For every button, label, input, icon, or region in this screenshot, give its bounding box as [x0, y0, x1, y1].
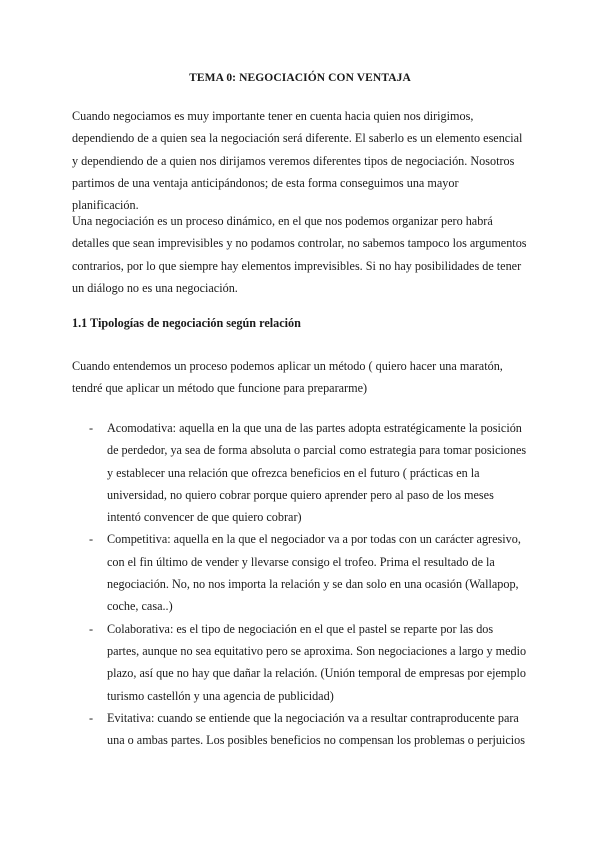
- list-item-colaborativa: [72, 618, 528, 707]
- typology-list: [72, 417, 528, 751]
- section-heading: 1.1 Tipologías de negociación según relación: [72, 316, 301, 330]
- document-title: TEMA 0: NEGOCIACIÓN CON VENTAJA: [189, 72, 411, 84]
- list-item-acomodativa: [72, 417, 528, 528]
- list-item-evitativa: [72, 707, 528, 752]
- bullet-dash: -: [89, 710, 94, 725]
- list-item-text: Acomodativa: aquella en la que una de las partes adopta estratégicamente la posición de perdedor, ya sea de forma absoluta o parcial como estrategia para tomar posiciones y establecer una relación que ofrezca beneficios en el futuro ( prácticas en la universidad, no quiero cobrar porque quiero aprender pero al paso de los meses intentó convencer de que quiero cobrar): [107, 421, 527, 525]
- paragraph-intro: Cuando negociamos es muy importante tener en cuenta hacia quien nos dirigimos, dependiendo de a quien sea la negociación será diferente. El saberlo es un elemento esencial y dependiendo de a quien nos dirijamos veremos diferentes tipos de negociación. Nosotros partimos de una ventaja anticipándonos; de esta forma conseguimos una mayor planificación.: [72, 109, 523, 213]
- bullet-dash: -: [89, 532, 94, 547]
- list-item-competitiva: [72, 528, 528, 617]
- bullet-dash: -: [89, 621, 94, 636]
- list-item-text: Colaborativa: es el tipo de negociación en el que el pastel se reparte por las dos partes, aunque no sea equitativo pero se aproxima. Son negociaciones a largo y medio plazo, así que no hay que dañar la relación. (Unión temporal de empresas por ejemplo turismo castellón y una agencia de publicidad): [107, 621, 527, 703]
- list-item-text: Competitiva: aquella en la que el negociador va a por todas con un carácter agresivo, con el fin último de vender y llevarse consigo el trofeo. Prima el resultado de la negociación. No, no nos importa la relación y se dan solo en una ocasión (Wallapop, coche, casa..): [107, 532, 521, 614]
- section-intro: Cuando entendemos un proceso podemos aplicar un método ( quiero hacer una maratón, tendré que aplicar un método que funcione para prepararme): [72, 359, 503, 396]
- bullet-dash: -: [89, 421, 94, 435]
- paragraph-definition: Una negociación es un proceso dinámico, en el que nos podemos organizar pero habrá detalles que sean imprevisibles y no podamos controlar, no sabemos tampoco los argumentos contrarios, por lo que siempre hay elementos imprevisibles. Si no hay posibilidades de tener un diálogo no es una negociación.: [72, 214, 527, 295]
- list-item-text: Evitativa: cuando se entiende que la negociación va a resultar contraproducente para una o ambas partes. Los posibles beneficios no compensan los problemas o perjuicios: [107, 710, 526, 748]
